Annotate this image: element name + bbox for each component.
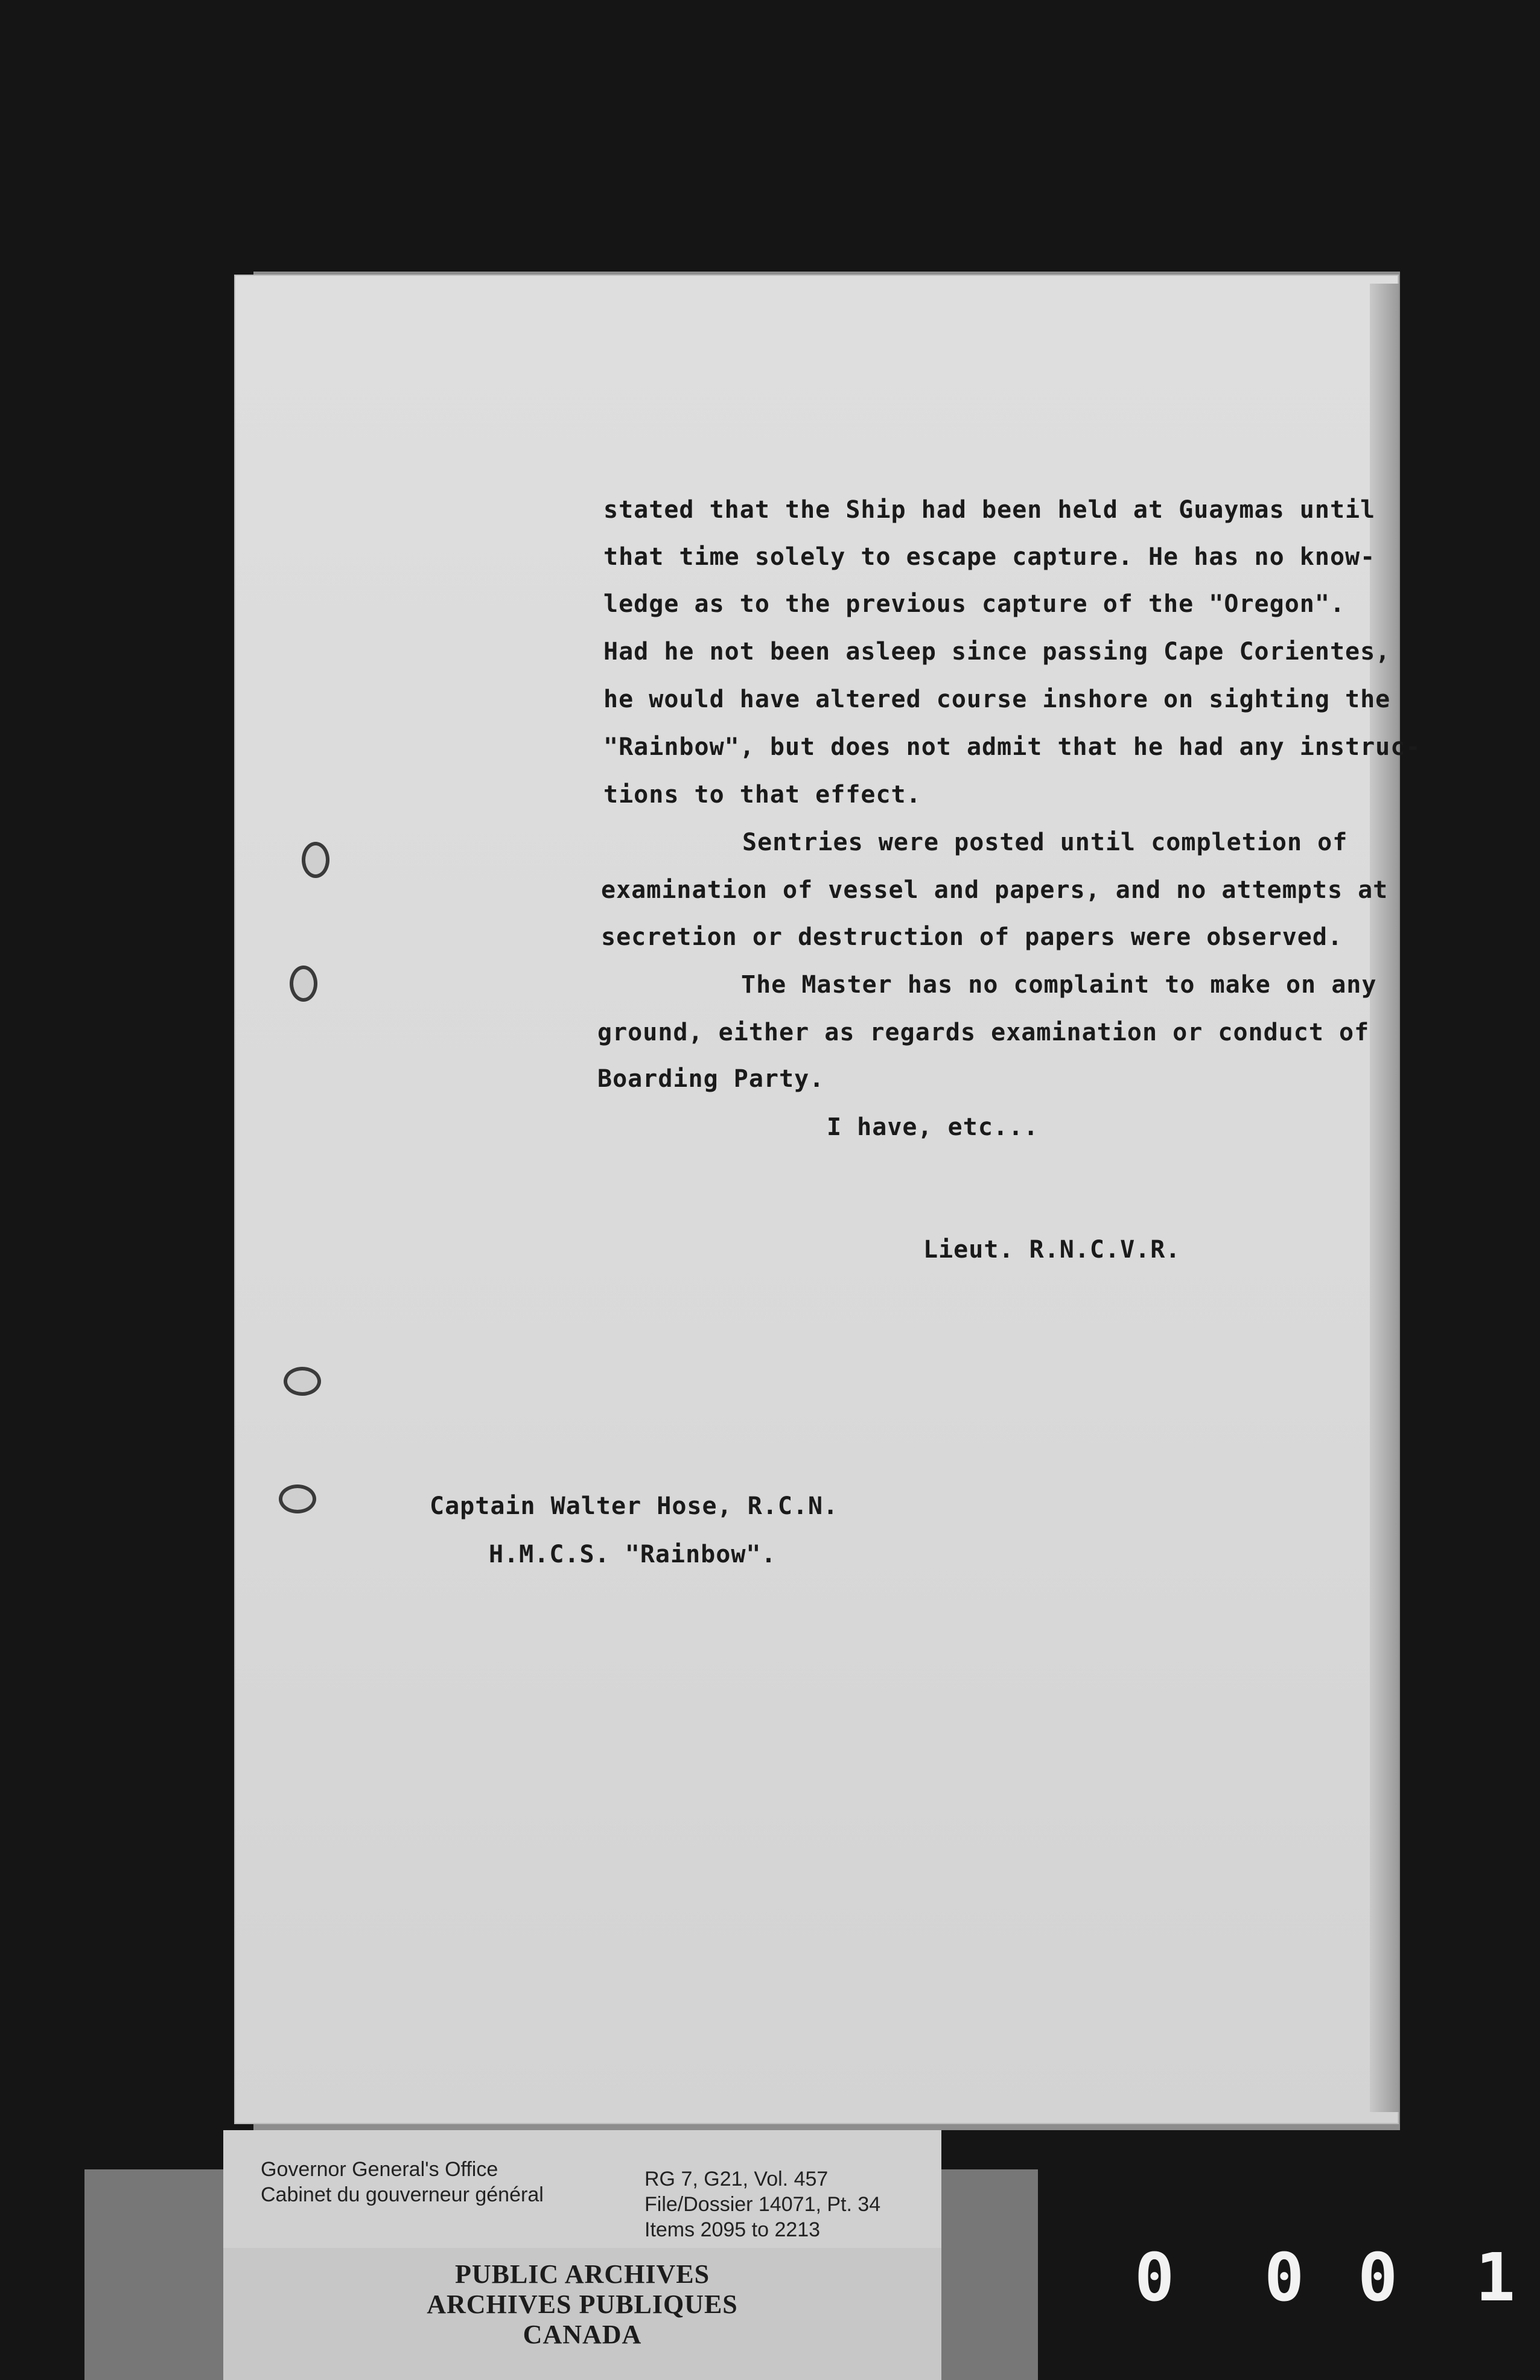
- addressee-ship: H.M.C.S. "Rainbow".: [489, 1541, 777, 1568]
- body-line: ledge as to the previous capture of the "Oregon".: [603, 590, 1346, 618]
- frame-digit: 0: [1134, 2239, 1175, 2316]
- file-number: File/Dossier 14071, Pt. 34: [644, 2193, 881, 2216]
- body-line: The Master has no complaint to make on any: [741, 971, 1377, 999]
- stamp-line-1: PUBLIC ARCHIVES: [454, 2259, 710, 2289]
- addressee-name: Captain Walter Hose, R.C.N.: [430, 1492, 839, 1520]
- body-line: "Rainbow", but does not admit that he had any instruc-: [603, 733, 1421, 761]
- item-range: Items 2095 to 2213: [644, 2218, 821, 2241]
- frame-digit: 0: [1264, 2239, 1305, 2316]
- stamp-line-3: CANADA: [523, 2320, 642, 2349]
- body-line: that time solely to escape capture. He has no know-: [603, 543, 1376, 571]
- body-line: Had he not been asleep since passing Cape Corientes,: [603, 638, 1391, 666]
- office-en: Governor General's Office: [261, 2158, 498, 2181]
- body-line: stated that the Ship had been held at Guaymas until: [603, 496, 1376, 524]
- frame-digit: 1: [1475, 2239, 1516, 2316]
- body-line: he would have altered course inshore on sighting the: [603, 686, 1391, 713]
- punch-hole: [290, 966, 317, 1002]
- record-group: RG 7, G21, Vol. 457: [644, 2168, 829, 2191]
- body-line: tions to that effect.: [603, 781, 921, 809]
- body-line: examination of vessel and papers, and no attempts at: [601, 876, 1389, 904]
- archives-stamp: [223, 2248, 941, 2380]
- closing: I have, etc...: [827, 1113, 1039, 1141]
- stamp-line-2: ARCHIVES PUBLIQUES: [427, 2289, 738, 2319]
- punch-hole: [302, 842, 329, 878]
- body-line: Boarding Party.: [597, 1065, 825, 1093]
- body-line: ground, either as regards examination or conduct of: [597, 1019, 1370, 1046]
- body-line: secretion or destruction of papers were observed.: [601, 923, 1343, 951]
- archive-label: [223, 2130, 941, 2251]
- punch-hole: [284, 1367, 321, 1396]
- office-fr: Cabinet du gouverneur général: [261, 2183, 544, 2206]
- body-line: Sentries were posted until completion of: [742, 829, 1348, 856]
- signature-rank: Lieut. R.N.C.V.R.: [923, 1236, 1181, 1264]
- frame-digit: 0: [1358, 2239, 1398, 2316]
- punch-hole: [279, 1484, 316, 1513]
